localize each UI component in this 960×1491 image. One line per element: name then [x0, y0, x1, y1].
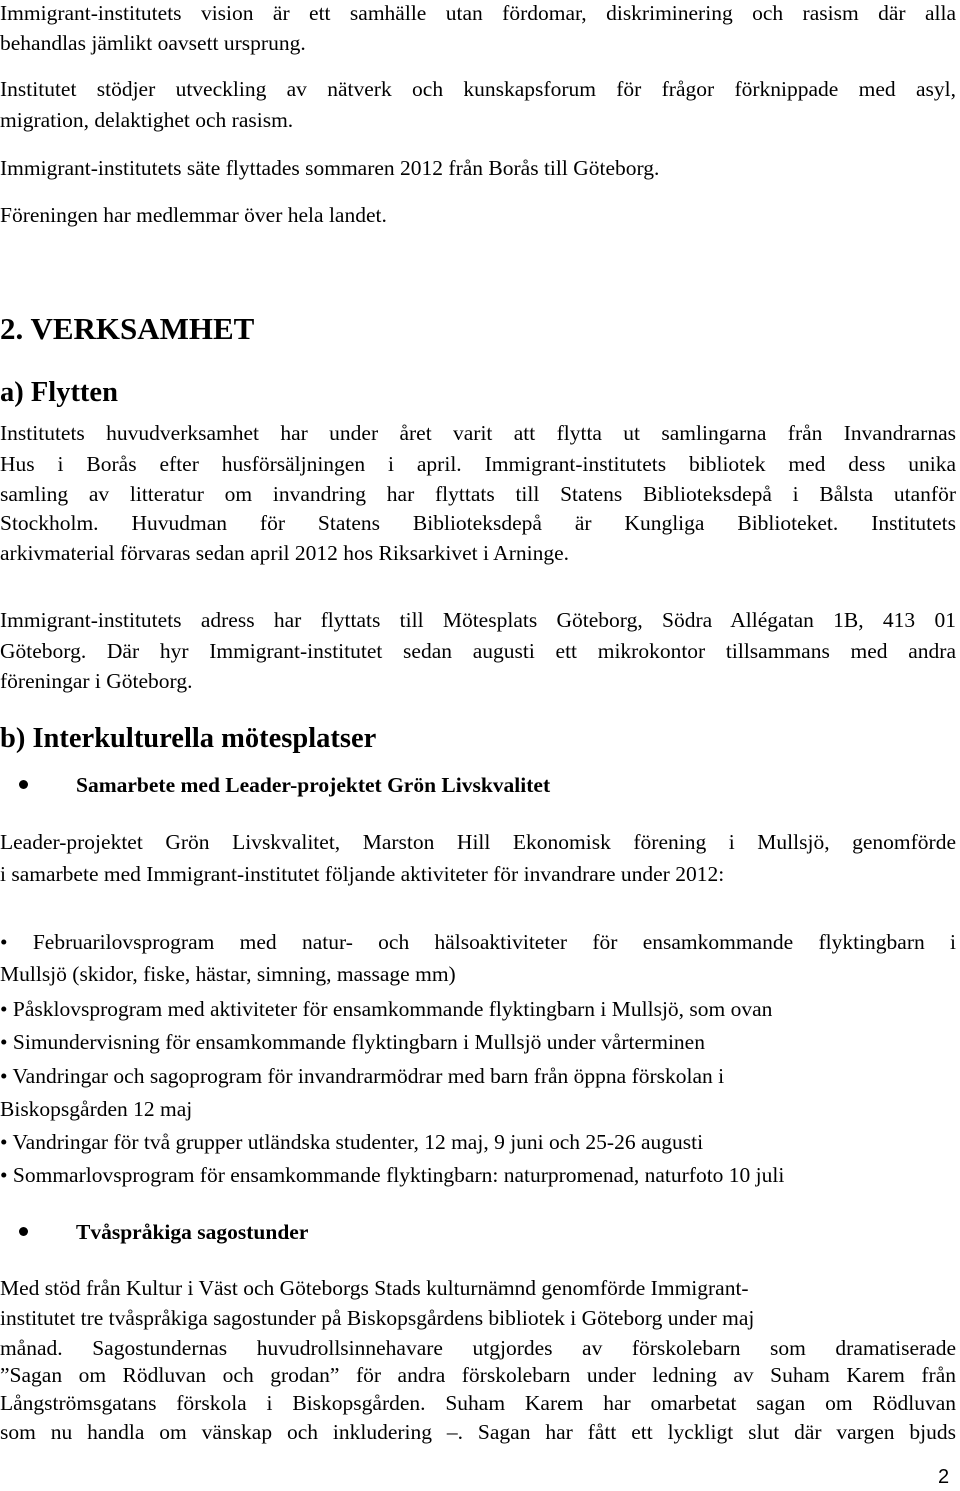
- flytten-p2-line: föreningar i Göteborg.: [0, 669, 193, 693]
- leader-subheading: Samarbete med Leader-projektet Grön Livskvalitet: [76, 773, 551, 797]
- seat-paragraph: Immigrant-institutets säte flyttades sommaren 2012 från Borås till Göteborg.: [0, 156, 660, 180]
- leader-p1-line: i samarbete med Immigrant-institutet följande aktiviteter för invandrare under 2012:: [0, 862, 725, 886]
- bullet-dot: [19, 780, 28, 789]
- flytten-p1-line: Institutets huvudverksamhet har under året varit att flytta ut samlingarna från Invandrarnas: [0, 421, 956, 445]
- sagostunder-line: som nu handla om vänskap och inkludering –. Sagan har fått ett lyckligt slut där vargen bjuds: [0, 1420, 956, 1444]
- leader-p1-line: Leader-projektet Grön Livskvalitet, Marston Hill Ekonomisk förening i Mullsjö, genomförde: [0, 830, 956, 854]
- sagostunder-subheading: Tvåspråkiga sagostunder: [76, 1220, 309, 1244]
- subsection-heading-motesplatser: b) Interkulturella mötesplatser: [0, 723, 377, 754]
- activity-list-line: • Vandringar för två grupper utländska studenter, 12 maj, 9 juni och 25-26 augusti: [0, 1130, 704, 1154]
- members-paragraph: Föreningen har medlemmar över hela landet.: [0, 203, 387, 227]
- support-line-2: migration, delaktighet och rasism.: [0, 108, 294, 132]
- support-line-1: Institutet stödjer utveckling av nätverk och kunskapsforum för frågor förknippade med asyl,: [0, 77, 956, 101]
- flytten-p1-line: arkivmaterial förvaras sedan april 2012 hos Riksarkivet i Arninge.: [0, 541, 569, 565]
- activity-list-line: • Simundervisning för ensamkommande flyktingbarn i Mullsjö under vårterminen: [0, 1030, 705, 1054]
- sagostunder-line: institutet tre tvåspråkiga sagostunder på Biskopsgårdens bibliotek i Göteborg under maj: [0, 1306, 755, 1330]
- page-number: 2: [938, 1466, 950, 1488]
- sagostunder-line: Med stöd från Kultur i Väst och Göteborgs Stads kulturnämnd genomförde Immigrant-: [0, 1276, 749, 1300]
- sagostunder-line: månad. Sagostundernas huvudrollsinnehavare utgjordes av förskolebarn som dramatiserade: [0, 1336, 956, 1360]
- activity-list-line: Biskopsgården 12 maj: [0, 1097, 193, 1121]
- flytten-p2-line: Immigrant-institutets adress har flyttats till Mötesplats Göteborg, Södra Allégatan 1B, 413 01: [0, 608, 956, 632]
- sagostunder-line: Långströmsgatans förskola i Biskopsgården. Suham Karem har omarbetat sagan om Rödluvan: [0, 1391, 956, 1415]
- activity-list-line: • Påsklovsprogram med aktiviteter för ensamkommande flyktingbarn i Mullsjö, som ovan: [0, 997, 773, 1021]
- sagostunder-line: ”Sagan om Rödluvan och grodan” för andra förskolebarn under ledning av Suham Karem från: [0, 1363, 956, 1387]
- activity-list-line: • Vandringar och sagoprogram för invandrarmödrar med barn från öppna förskolan i: [0, 1064, 725, 1088]
- activity-list-line: Mullsjö (skidor, fiske, hästar, simning, massage mm): [0, 962, 456, 986]
- activity-list-line: • Februarilovsprogram med natur- och hälsoaktiviteter för ensamkommande flyktingbarn i: [0, 930, 956, 954]
- vision-line-2: behandlas jämlikt oavsett ursprung.: [0, 31, 306, 55]
- flytten-p1-line: Hus i Borås efter husförsäljningen i april. Immigrant-institutets bibliotek med dess unika: [0, 452, 956, 476]
- flytten-p1-line: Stockholm. Huvudman för Statens Biblioteksdepå är Kungliga Biblioteket. Institutets: [0, 511, 956, 535]
- vision-line-1: Immigrant-institutets vision är ett samhälle utan fördomar, diskriminering och rasism där alla: [0, 1, 956, 25]
- flytten-p1-line: samling av litteratur om invandring har flyttats till Statens Biblioteksdepå i Bålsta utanför: [0, 482, 956, 506]
- flytten-p2-line: Göteborg. Där hyr Immigrant-institutet sedan augusti ett mikrokontor tillsammans med andra: [0, 639, 956, 663]
- subsection-heading-flytten: a) Flytten: [0, 377, 118, 408]
- section-heading-verksamhet: 2. VERKSAMHET: [0, 311, 255, 346]
- activity-list-line: • Sommarlovsprogram för ensamkommande flyktingbarn: naturpromenad, naturfoto 10 juli: [0, 1163, 785, 1187]
- bullet-dot: [19, 1227, 28, 1236]
